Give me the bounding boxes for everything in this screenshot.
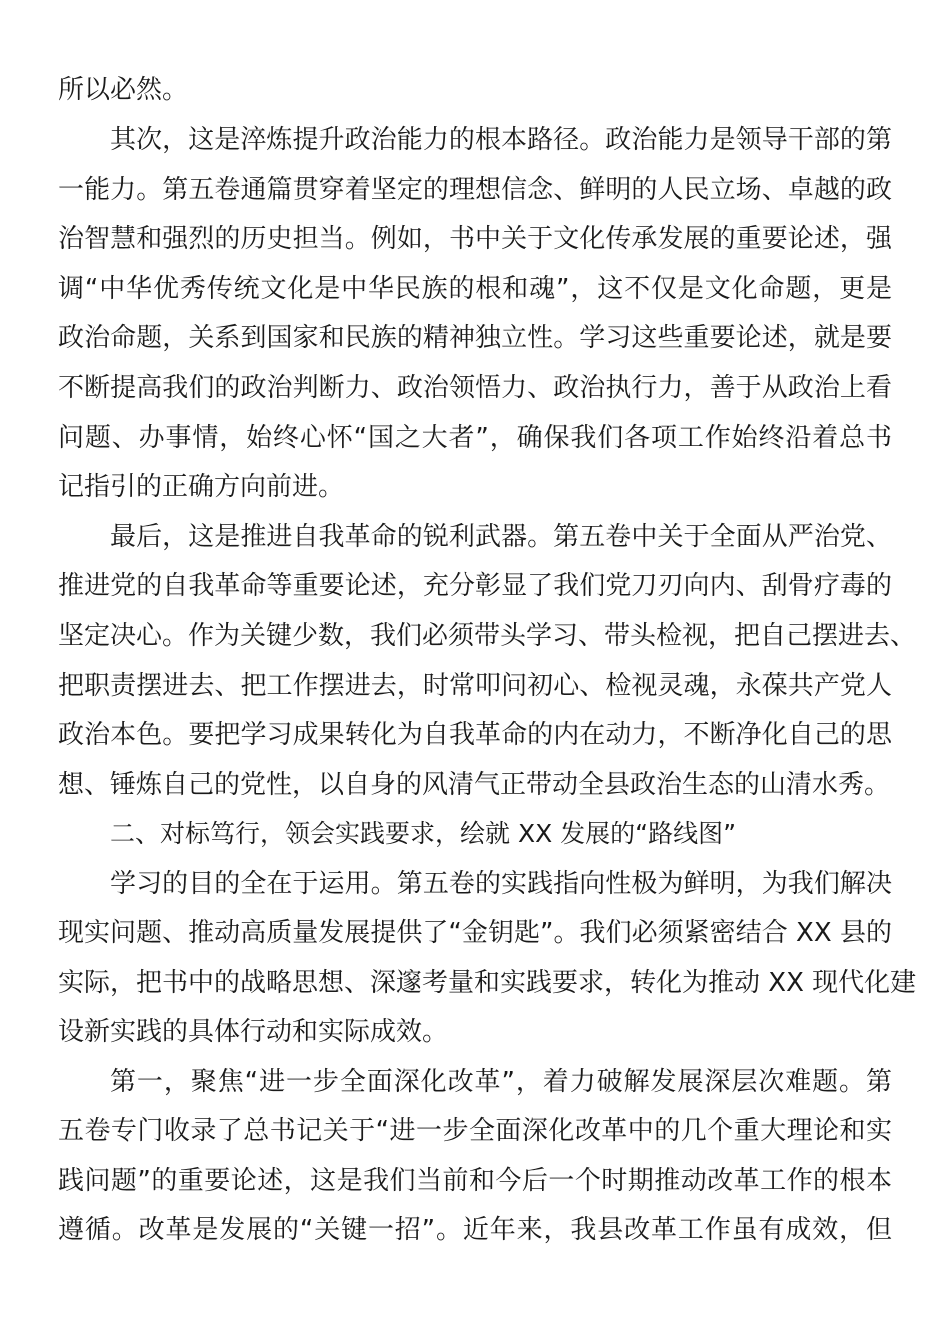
text-line: 现实问题、推动高质量发展提供了“金钥匙”。我们必须紧密结合 XX 县的 [58,918,892,948]
text-line: 推进党的自我革命等重要论述，充分彰显了我们党刀刃向内、刮骨疗毒的 [58,571,892,601]
text-line: 不断提高我们的政治判断力、政治领悟力、政治执行力，善于从政治上看 [58,373,892,403]
text-line: 政治命题，关系到国家和民族的精神独立性。学习这些重要论述，就是要 [58,323,892,353]
text-line: 践问题”的重要论述，这是我们当前和今后一个时期推动改革工作的根本 [58,1166,892,1196]
text-line: 五卷专门收录了总书记关于“进一步全面深化改革中的几个重大理论和实 [58,1116,892,1146]
text-line: 第一，聚焦“进一步全面深化改革”，着力破解发展深层次难题。第 [110,1067,892,1097]
text-line: 学习的目的全在于运用。第五卷的实践指向性极为鲜明，为我们解决 [110,869,892,899]
section-heading: 二、对标笃行，领会实践要求，绘就 XX 发展的“路线图” [110,819,737,848]
text-line: 问题、办事情，始终心怀“国之大者”，确保我们各项工作始终沿着总书 [58,423,892,453]
text-line: 政治本色。要把学习成果转化为自我革命的内在动力，不断净化自己的思 [58,720,892,750]
text-line: 遵循。改革是发展的“关键一招”。近年来，我县改革工作虽有成效，但 [58,1215,892,1245]
text-line: 想、锤炼自己的党性，以自身的风清气正带动全县政治生态的山清水秀。 [58,770,891,800]
text-line: 设新实践的具体行动和实际成效。 [58,1017,449,1047]
text-line: 治智慧和强烈的历史担当。例如，书中关于文化传承发展的重要论述，强 [58,224,892,254]
text-line: 调“中华优秀传统文化是中华民族的根和魂”，这不仅是文化命题，更是 [58,274,892,304]
text-line: 一能力。第五卷通篇贯穿着坚定的理想信念、鲜明的人民立场、卓越的政 [58,175,892,205]
text-line: 最后，这是推进自我革命的锐利武器。第五卷中关于全面从严治党、 [110,522,892,552]
text-line: 所以必然。 [58,75,189,105]
text-line: 记指引的正确方向前进。 [58,472,345,502]
text-line: 坚定决心。作为关键少数，我们必须带头学习、带头检视，把自己摆进去、 [58,621,917,651]
text-line: 把职责摆进去、把工作摆进去，时常叩问初心、检视灵魂，永葆共产党人 [58,671,892,701]
text-line: 其次，这是淬炼提升政治能力的根本路径。政治能力是领导干部的第 [110,125,892,155]
text-line: 实际，把书中的战略思想、深邃考量和实践要求，转化为推动 XX 现代化建 [58,968,917,998]
